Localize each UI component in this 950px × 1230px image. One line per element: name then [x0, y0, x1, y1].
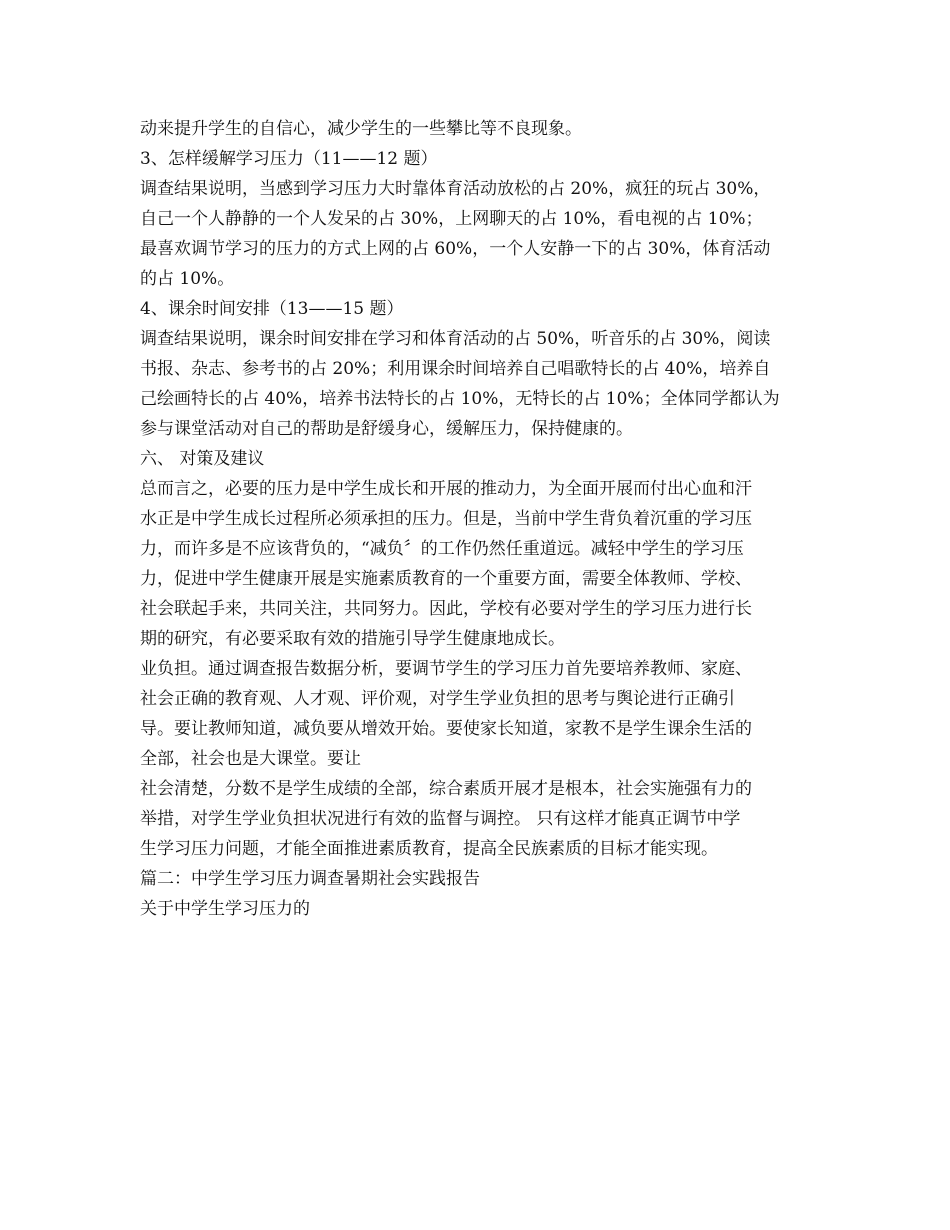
paragraph-line: 的占 10%。: [140, 269, 235, 289]
paragraph-line: 书报、杂志、参考书的占 20%；利用课余时间培养自己唱歌特长的占 40%，培养自: [140, 359, 771, 379]
paragraph-line: 社会清楚，分数不是学生成绩的全部，综合素质开展才是根本，社会实施强有力的: [140, 779, 752, 799]
paragraph-line: 力，而许多是不应该背负的，“减负〞的工作仍然任重道远。减轻中学生的学习压: [140, 539, 744, 559]
paragraph-line: 总而言之，必要的压力是中学生成长和开展的推动力，为全面开展而付出心血和汗: [140, 479, 752, 499]
paragraph-line: 生学习压力问题，才能全面推进素质教育，提高全民族素质的目标才能实现。: [140, 839, 718, 859]
paragraph-line: 最喜欢调节学习的压力的方式上网的占 60%，一个人安静一下的占 30%，体育活动: [140, 239, 771, 259]
paragraph-line: 调查结果说明，当感到学习压力大时靠体育活动放松的占 20%，疯狂的玩占 30%，: [140, 179, 771, 199]
paragraph-line: 社会正确的教育观、人才观、评价观，对学生学业负担的思考与舆论进行正确引: [140, 689, 735, 709]
document-body: [140, 114, 812, 924]
section-heading: 4、课余时间安排（13——15 题）: [140, 299, 404, 319]
paragraph-line: 己绘画特长的占 40%，培养书法特长的占 10%，无特长的占 10%；全体同学都认为: [140, 389, 780, 409]
paragraph-line: 调查结果说明，课余时间安排在学习和体育活动的占 50%，听音乐的占 30%，阅读: [140, 329, 771, 349]
paragraph-line: 自己一个人静静的一个人发呆的占 30%，上网聊天的占 10%，看电视的占 10%；: [140, 209, 763, 229]
paragraph-line: 社会联起手来，共同关注，共同努力。因此，学校有必要对学生的学习压力进行长: [140, 599, 752, 619]
paragraph-line: 业负担。通过调查报告数据分析，要调节学生的学习压力首先要培养教师、家庭、: [140, 659, 752, 679]
paragraph-line: 期的研究，有必要采取有效的措施引导学生健康地成长。: [140, 629, 565, 649]
section-heading: 六、 对策及建议: [140, 449, 265, 469]
paragraph-line: 水正是中学生成长过程所必须承担的压力。但是，当前中学生背负着沉重的学习压: [140, 509, 752, 529]
section-heading: 3、怎样缓解学习压力（11——12 题）: [140, 149, 438, 169]
paragraph-line: 参与课堂活动对自己的帮助是舒缓身心，缓解压力，保持健康的。: [140, 419, 633, 439]
paragraph-line: 全部，社会也是大课堂。要让: [140, 749, 361, 769]
paragraph-line: 动来提升学生的自信心，减少学生的一些攀比等不良现象。: [140, 119, 582, 139]
paragraph-line: 举措，对学生学业负担状况进行有效的监督与调控。 只有这样才能真正调节中学: [140, 809, 741, 829]
paragraph-line: 关于中学生学习压力的: [140, 899, 310, 919]
section-heading: 篇二：中学生学习压力调查暑期社会实践报告: [140, 869, 480, 889]
paragraph-line: 力，促进中学生健康开展是实施素质教育的一个重要方面，需要全体教师、学校、: [140, 569, 752, 589]
paragraph-line: 导。要让教师知道，减负要从增效开始。要使家长知道，家教不是学生课余生活的: [140, 719, 752, 739]
